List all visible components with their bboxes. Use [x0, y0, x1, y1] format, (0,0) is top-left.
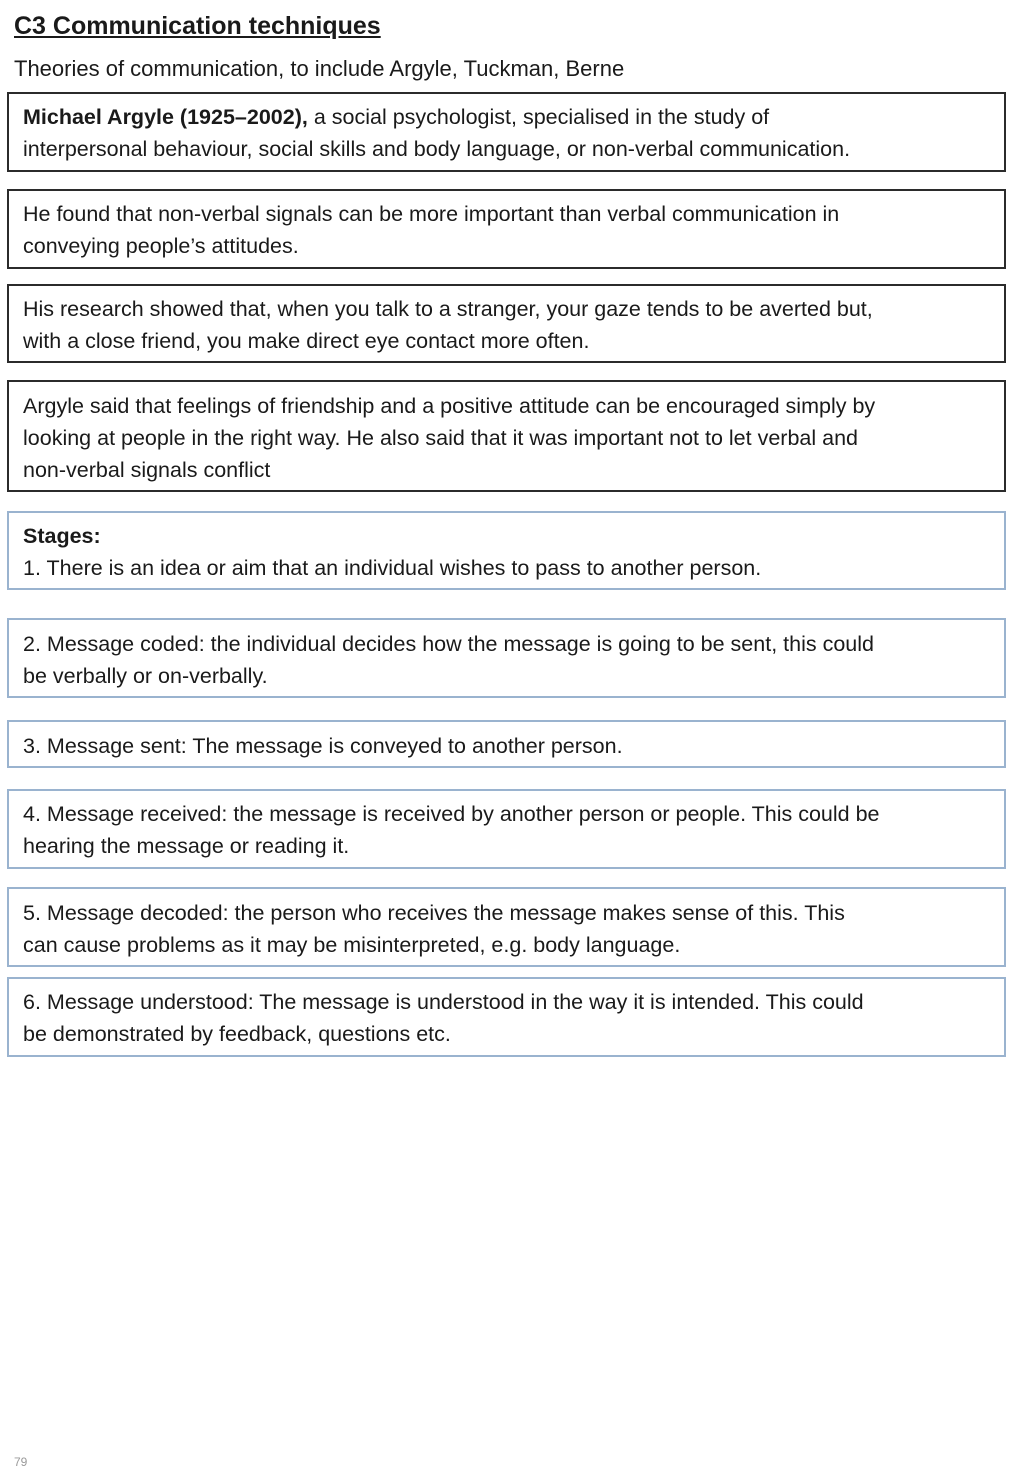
- stage-3-text: 3. Message sent: The message is conveyed to another person.: [23, 734, 623, 758]
- argyle-finding-box: [7, 189, 1006, 269]
- argyle-said-box: [7, 380, 1006, 492]
- stages-heading-text: Stages:: [23, 524, 101, 548]
- stage-5-line-1: 5. Message decoded: the person who receives the message makes sense of this. This: [23, 901, 845, 925]
- argyle-intro-line-2: interpersonal behaviour, social skills and body language, or non-verbal communication.: [23, 137, 851, 161]
- stage-6-box: [7, 977, 1006, 1057]
- stage-4-box: [7, 789, 1006, 869]
- stage-2-line-2: be verbally or on-verbally.: [23, 664, 268, 688]
- argyle-said-line-2: looking at people in the right way. He also said that it was important not to let verbal and: [23, 426, 858, 450]
- page-title: C3 Communication techniques: [14, 12, 381, 40]
- stages-heading: [23, 520, 990, 552]
- argyle-name-bold: Michael Argyle (1925–2002),: [23, 105, 308, 129]
- argyle-finding-line-1: He found that non-verbal signals can be more important than verbal communication in: [23, 202, 840, 226]
- stage-2-line-1: 2. Message coded: the individual decides how the message is going to be sent, this could: [23, 632, 874, 656]
- stage-4-line-2: hearing the message or reading it.: [23, 834, 350, 858]
- argyle-intro-line-1: [23, 101, 990, 133]
- argyle-said-line-1: Argyle said that feelings of friendship and a positive attitude can be encouraged simply by: [23, 394, 876, 418]
- argyle-intro-box: [7, 92, 1006, 172]
- stage-1-text: 1. There is an idea or aim that an individual wishes to pass to another person.: [23, 556, 762, 580]
- argyle-said-line-3: non-verbal signals conflict: [23, 458, 271, 482]
- stage-6-line-2: be demonstrated by feedback, questions etc.: [23, 1022, 451, 1046]
- argyle-finding-line-2: conveying people’s attitudes.: [23, 234, 299, 258]
- stage-5-box: [7, 887, 1006, 967]
- stage-4-line-1: 4. Message received: the message is received by another person or people. This could be: [23, 802, 880, 826]
- argyle-research-box: [7, 284, 1006, 363]
- stage-6-line-1: 6. Message understood: The message is understood in the way it is intended. This could: [23, 990, 864, 1014]
- page-number: 79: [14, 1455, 28, 1469]
- page-subtitle: Theories of communication, to include Argyle, Tuckman, Berne: [14, 56, 625, 81]
- argyle-research-line-2: with a close friend, you make direct eye contact more often.: [23, 329, 590, 353]
- stage-2-box: [7, 618, 1006, 698]
- argyle-research-line-1: His research showed that, when you talk to a stranger, your gaze tends to be averted but,: [23, 297, 873, 321]
- stage-1-box: [7, 511, 1006, 590]
- stage-5-line-2: can cause problems as it may be misinterpreted, e.g. body language.: [23, 933, 681, 957]
- argyle-intro-rest: a social psychologist, specialised in the study of: [307, 105, 770, 129]
- stage-3-box: [7, 720, 1006, 768]
